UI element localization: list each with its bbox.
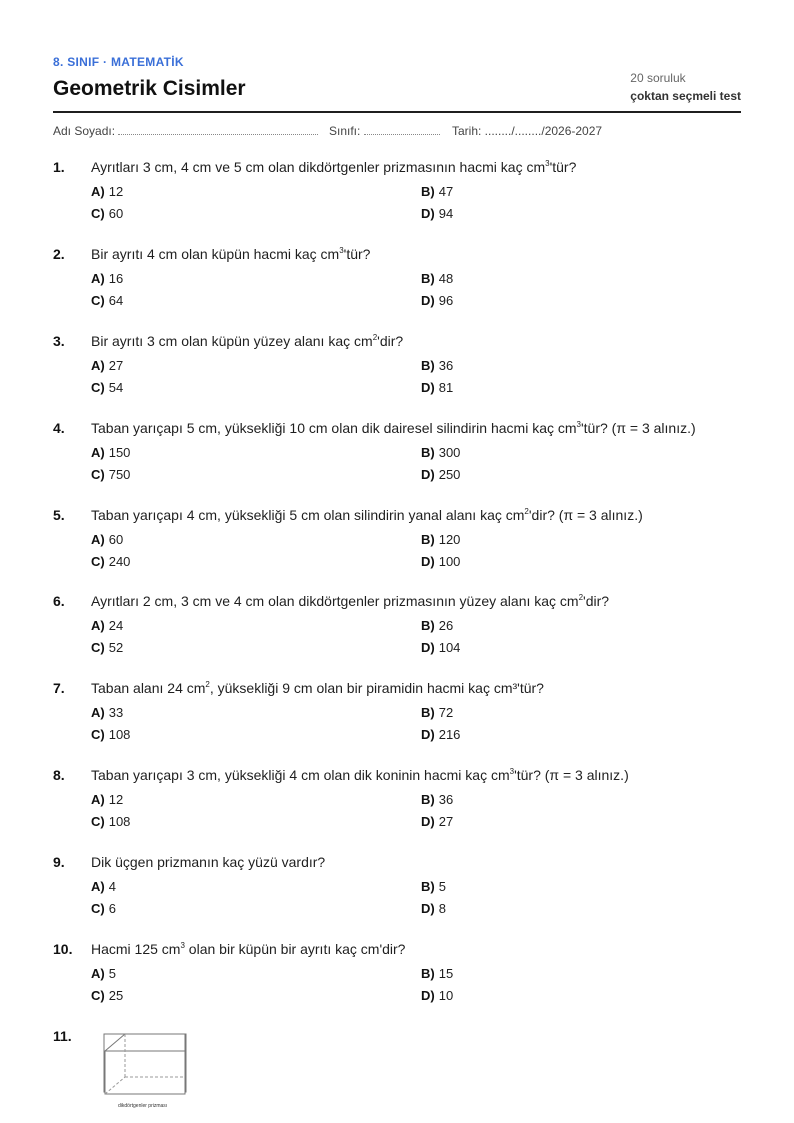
option-d[interactable] (421, 380, 453, 395)
option-label: D) (421, 293, 435, 308)
option-value: 36 (438, 358, 454, 373)
question-text-part: 'tür? (343, 246, 371, 262)
option-value: 27 (108, 358, 124, 373)
class-blank[interactable] (364, 124, 440, 135)
option-label: C) (91, 640, 105, 655)
option-value: 15 (438, 966, 454, 981)
question-text-part: 'tür? (π = 3 alınız.) (514, 767, 629, 783)
option-value: 33 (108, 705, 124, 720)
option-value: 120 (438, 532, 461, 547)
option-label: B) (421, 445, 435, 460)
option-label: D) (421, 814, 435, 829)
option-a[interactable] (91, 792, 123, 807)
prism-front-face (105, 1051, 185, 1094)
name-label: Adı Soyadı: (53, 124, 116, 138)
question-text-part: Dik üçgen prizmanın kaç yüzü vardır? (91, 854, 326, 870)
option-a[interactable] (91, 879, 116, 894)
question-text-part: Taban alanı 24 cm (91, 680, 206, 696)
option-value: 64 (108, 293, 124, 308)
question-number: 10. (53, 941, 73, 957)
option-label: C) (91, 554, 105, 569)
question-text-part: 'dir? (π = 3 alınız.) (528, 507, 643, 523)
option-label: D) (421, 467, 435, 482)
option-value: 150 (108, 445, 131, 460)
option-a[interactable] (91, 184, 123, 199)
option-label: D) (421, 901, 435, 916)
option-value: 94 (438, 206, 454, 221)
option-value: 27 (438, 814, 454, 829)
prism-edge (105, 1034, 125, 1051)
option-c[interactable] (91, 293, 123, 308)
option-value: 4 (108, 879, 116, 894)
option-b[interactable] (421, 792, 453, 807)
exponent: 2 (578, 593, 584, 602)
student-info-row (53, 124, 741, 140)
option-label: B) (421, 184, 435, 199)
question-number: 6. (53, 593, 65, 609)
option-value: 48 (438, 271, 454, 286)
option-value: 100 (438, 554, 461, 569)
question-text (91, 507, 643, 523)
question-number: 11. (53, 1028, 72, 1044)
option-label: D) (421, 206, 435, 221)
option-label: C) (91, 206, 105, 221)
option-label: C) (91, 293, 105, 308)
option-c[interactable] (91, 467, 130, 482)
option-label: A) (91, 792, 105, 807)
question-text-part: Ayrıtları 2 cm, 3 cm ve 4 cm olan dikdörtgenler prizmasının yüzey alanı kaç cm (91, 593, 579, 609)
option-label: B) (421, 705, 435, 720)
question-text-part: Bir ayrıtı 4 cm olan küpün hacmi kaç cm (91, 246, 340, 262)
option-c[interactable] (91, 814, 130, 829)
class-label: Sınıfı: (329, 124, 361, 138)
option-value: 60 (108, 532, 124, 547)
option-value: 12 (108, 792, 124, 807)
question-number: 8. (53, 767, 65, 783)
question-text-part: 'dir? (377, 333, 404, 349)
option-value: 72 (438, 705, 454, 720)
option-label: C) (91, 727, 105, 742)
option-d[interactable] (421, 988, 453, 1003)
option-value: 108 (108, 727, 131, 742)
question-text (91, 593, 609, 609)
name-field[interactable] (53, 124, 318, 138)
class-field[interactable] (329, 124, 440, 138)
option-c[interactable] (91, 554, 130, 569)
option-label: D) (421, 554, 435, 569)
option-c[interactable] (91, 901, 116, 916)
option-label: C) (91, 901, 105, 916)
option-a[interactable] (91, 271, 123, 286)
question-text-part: 'tür? (549, 159, 577, 175)
option-d[interactable] (421, 814, 453, 829)
rectangular-prism-drawing (50, 1030, 190, 1100)
option-label: B) (421, 358, 435, 373)
question-number: 9. (53, 854, 65, 870)
test-type: çoktan seçmeli test (630, 89, 741, 103)
option-b[interactable] (421, 966, 453, 981)
grade-subject-label: 8. SINIF · MATEMATİK (53, 55, 184, 69)
question-text-part: 'dir? (583, 593, 610, 609)
question-text-part: Taban yarıçapı 3 cm, yüksekliği 4 cm olan dik koninin hacmi kaç cm (91, 767, 510, 783)
option-value: 750 (108, 467, 131, 482)
question-text-part: , yüksekliği 9 cm olan bir piramidin hacmi kaç cm³'tür? (209, 680, 544, 696)
option-d[interactable] (421, 727, 460, 742)
option-label: A) (91, 532, 105, 547)
option-b[interactable] (421, 705, 453, 720)
option-value: 216 (438, 727, 461, 742)
option-label: D) (421, 988, 435, 1003)
option-d[interactable] (421, 640, 460, 655)
question-number: 1. (53, 159, 65, 175)
option-value: 81 (438, 380, 454, 395)
rectangular-prism-figure (50, 1030, 190, 1109)
exponent: 3 (509, 767, 515, 776)
option-label: A) (91, 618, 105, 633)
option-d[interactable] (421, 293, 453, 308)
option-label: B) (421, 879, 435, 894)
worksheet-page (53, 0, 741, 1044)
option-d[interactable] (421, 206, 453, 221)
option-label: A) (91, 879, 105, 894)
exponent: 2 (524, 507, 529, 516)
option-a[interactable] (91, 966, 116, 981)
option-a[interactable] (91, 358, 123, 373)
option-b[interactable] (421, 618, 453, 633)
option-a[interactable] (91, 532, 123, 547)
question-count: 20 soruluk (630, 71, 686, 85)
option-c[interactable] (91, 206, 123, 221)
option-d[interactable] (421, 901, 446, 916)
option-value: 6 (108, 901, 116, 916)
option-label: A) (91, 445, 105, 460)
question-text (91, 246, 370, 262)
question-number: 5. (53, 507, 65, 523)
exponent: 2 (205, 680, 210, 689)
option-label: B) (421, 618, 435, 633)
question-text (91, 680, 544, 696)
option-value: 26 (438, 618, 454, 633)
question-number: 2. (53, 246, 65, 262)
question-text (91, 159, 576, 175)
option-c[interactable] (91, 640, 123, 655)
option-c[interactable] (91, 988, 123, 1003)
option-label: A) (91, 271, 105, 286)
figure-caption: dikdörtgenler prizması (118, 1103, 168, 1109)
option-value: 16 (108, 271, 124, 286)
option-value: 52 (108, 640, 124, 655)
question-text-part: Taban yarıçapı 4 cm, yüksekliği 5 cm olan silindirin yanal alanı kaç cm (91, 507, 525, 523)
option-label: C) (91, 814, 105, 829)
option-label: D) (421, 640, 435, 655)
option-value: 47 (438, 184, 454, 199)
worksheet-header (53, 0, 741, 113)
option-value: 10 (438, 988, 454, 1003)
option-label: B) (421, 966, 435, 981)
option-label: A) (91, 705, 105, 720)
option-c[interactable] (91, 727, 130, 742)
question-number: 4. (53, 420, 65, 436)
option-c[interactable] (91, 380, 123, 395)
option-label: B) (421, 532, 435, 547)
date-field[interactable]: Tarih: ......../......../2026-2027 (452, 124, 603, 138)
question-text-part: Hacmi 125 cm (91, 941, 181, 957)
option-label: C) (91, 988, 105, 1003)
question-text (91, 420, 696, 436)
option-value: 24 (108, 618, 124, 633)
option-d[interactable] (421, 467, 460, 482)
option-value: 25 (108, 988, 124, 1003)
exponent: 3 (180, 941, 185, 950)
option-label: A) (91, 358, 105, 373)
question-text (91, 333, 403, 349)
option-d[interactable] (421, 554, 460, 569)
option-label: B) (421, 271, 435, 286)
option-value: 96 (438, 293, 454, 308)
option-b[interactable] (421, 879, 446, 894)
question-text-part: olan bir küpün bir ayrıtı kaç cm'dir? (184, 941, 406, 957)
option-label: C) (91, 467, 105, 482)
option-value: 54 (108, 380, 124, 395)
option-label: B) (421, 792, 435, 807)
option-value: 240 (108, 554, 131, 569)
question-text-part: Bir ayrıtı 3 cm olan küpün yüzey alanı kaç cm (91, 333, 373, 349)
option-label: A) (91, 966, 105, 981)
option-a[interactable] (91, 618, 123, 633)
page-title: Geometrik Cisimler (53, 77, 246, 100)
question-text-part: Taban yarıçapı 5 cm, yüksekliği 10 cm olan dik dairesel silindirin hacmi kaç cm (91, 420, 577, 436)
option-b[interactable] (421, 358, 453, 373)
option-b[interactable] (421, 271, 453, 286)
question-number: 3. (53, 333, 65, 349)
name-blank[interactable] (118, 124, 318, 135)
exponent: 3 (545, 159, 550, 168)
option-b[interactable] (421, 445, 460, 460)
option-value: 5 (108, 966, 116, 981)
exponent: 3 (576, 420, 581, 429)
test-meta (630, 71, 741, 103)
question-text-part: 'tür? (π = 3 alınız.) (580, 420, 696, 436)
question-text (91, 767, 629, 783)
option-value: 36 (438, 792, 454, 807)
option-value: 104 (438, 640, 461, 655)
option-label: D) (421, 380, 435, 395)
option-b[interactable] (421, 184, 453, 199)
question-text (91, 941, 405, 957)
option-a[interactable] (91, 445, 130, 460)
question-text-part: Ayrıtları 3 cm, 4 cm ve 5 cm olan dikdörtgenler prizmasının hacmi kaç cm (91, 159, 546, 175)
exponent: 2 (372, 333, 378, 342)
option-value: 60 (108, 206, 124, 221)
question-text (91, 854, 325, 870)
option-value: 8 (438, 901, 446, 916)
option-a[interactable] (91, 705, 123, 720)
option-label: C) (91, 380, 105, 395)
question-number: 7. (53, 680, 65, 696)
option-value: 300 (438, 445, 461, 460)
option-b[interactable] (421, 532, 460, 547)
exponent: 3 (339, 246, 344, 255)
option-value: 12 (108, 184, 124, 199)
option-value: 250 (438, 467, 461, 482)
option-value: 108 (108, 814, 131, 829)
option-value: 5 (438, 879, 446, 894)
option-label: D) (421, 727, 435, 742)
option-label: A) (91, 184, 105, 199)
